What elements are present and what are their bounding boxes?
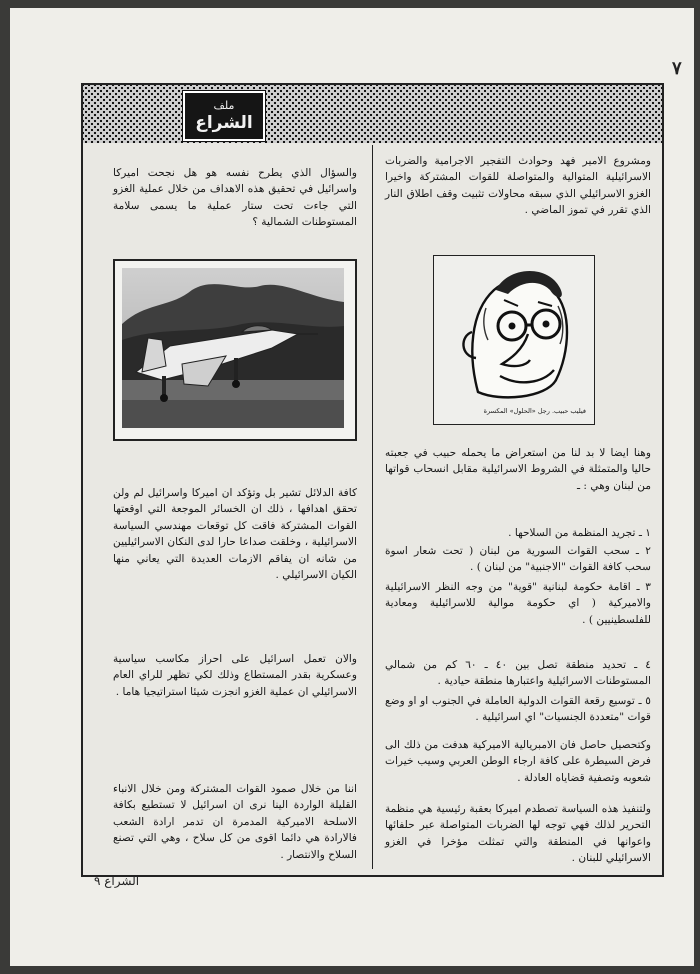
- header-halftone-band: [83, 85, 662, 143]
- article-frame: [81, 83, 664, 877]
- left-now-paragraph: والان تعمل اسرائيل على احراز مكاسب سياسية وعسكرية بقدر المستطاع وذلك لكي تظهر للراي العام الاسرائيلي ان عملية الغزو انجزت شيئا استراتيجيا هاما .: [113, 653, 357, 698]
- condition-item: ٣ ـ اقامة حكومة لبنانية "قوية" من وجه النظر الاسرائيلية والاميركية ( اي حكومة موالية للاسرائيلية ومعادية للفلسطينيين ) .: [385, 581, 651, 626]
- left-evidence-paragraph: كافة الدلائل تشير بل وتؤكد ان اميركا واسرائيل لم ولن تحقق اهدافها ، ذلك ان الخسائر الموجعة التي اوقعتها القوات المشتركة فاقت كل توقعات مهندسي السياسة الاسرائيلية ، وخلقت صداعا حارا لدى النكان الاسرائيليين من شانه ان يفاقم الازمات العديدة التي يعاني منها الكيان الاسرائيلي .: [113, 487, 357, 582]
- fighter-jet-image: [122, 268, 344, 428]
- right-conclusion-paragraph: وكتحصيل حاصل فان الامبريالية الاميركية هدفت من ذلك الى فرض السيطرة على كافة ارجاء الوطن العربي وسيب خيرات شعوبه وتصفية قضاياه العادلة .: [385, 739, 651, 784]
- caricature-figure: [433, 255, 595, 425]
- caricature-caption: فيليب حبيب. رجل «الحلول» المكسرة: [483, 407, 586, 415]
- column-divider: [372, 145, 373, 869]
- jet-photograph: [113, 259, 357, 441]
- logo-big-text: الشراع: [195, 113, 253, 133]
- conditions-intro-paragraph: وهنا ايضا لا بد لنا من استعراض ما يحمله حبيب في جعبته حاليا والمتمثلة في الشروط الاسرائيلية مقابل انسحاب قواتها من لبنان وهي : ـ: [385, 447, 651, 492]
- page-corner-mark: ٧: [672, 58, 682, 79]
- right-final-paragraph: ولتنفيذ هذه السياسة تصطدم اميركا بعقبة رئيسية هي منظمة التحرير لذلك فهي توجه لها الضربات المتواصلة عبر حلفائها واعوانها في المنطقة والتي تمثلت مؤخرا في الغزو الاسرائيلي للبنان .: [385, 803, 651, 865]
- page-footer: الشراع ٩: [94, 874, 140, 888]
- condition-item: ١ ـ تجريد المنظمة من السلاحها .: [508, 527, 651, 539]
- condition-item: ٢ ـ سحب القوات السورية من لبنان ( تحت شعار اسوة سحب كافة القوات "الاجنبية" من لبنان ) .: [385, 545, 651, 574]
- caricature-drawing: [438, 260, 590, 402]
- condition-item: ٥ ـ توسيع رقعة القوات الدولية العاملة في الجنوب او او وضع قوات "متعددة الجنسيات" اي اسرائيلية .: [385, 695, 651, 724]
- section-logo: [183, 91, 265, 141]
- left-steadfast-paragraph: اننا من خلال صمود القوات المشتركة ومن خلال الانباء القليلة الواردة الينا نرى ان اسرائيل لا تستطيع بكافة الاسلحة الاميركية المدمرة ان تدمر ارادة الشعب فالارادة هي دائما اقوى من كل سلاح ، وهي التي تصنع السلاح والانتصار .: [113, 783, 357, 861]
- magazine-page: [10, 8, 694, 966]
- left-question-paragraph: والسؤال الذي يطرح نفسه هو هل نجحت اميركا واسرائيل في تحقيق هذه الاهداف من خلال عملية الغزو التي جاءت تحت ستار عملية ما يسمى سلامة المستوطنات الشمالية ؟: [113, 167, 357, 229]
- right-intro-paragraph: ومشروع الامير فهد وحوادث التفجير الاجرامية والضربات الاسرائيلية المتوالية والمتواصلة للقوات المشتركة واخيرا الغزو الاسرائيلي الذي سبقه محاولات تثبيت وقف اطلاق النار الذي تقرر في تموز الماضي .: [385, 155, 651, 217]
- condition-item: ٤ ـ تحديد منطقة تصل بين ٤٠ ـ ٦٠ كم من شمالي المستوطنات الاسرائيلية واعتبارها منطقة حيادية .: [385, 659, 651, 688]
- logo-small-text: ملف: [213, 99, 235, 112]
